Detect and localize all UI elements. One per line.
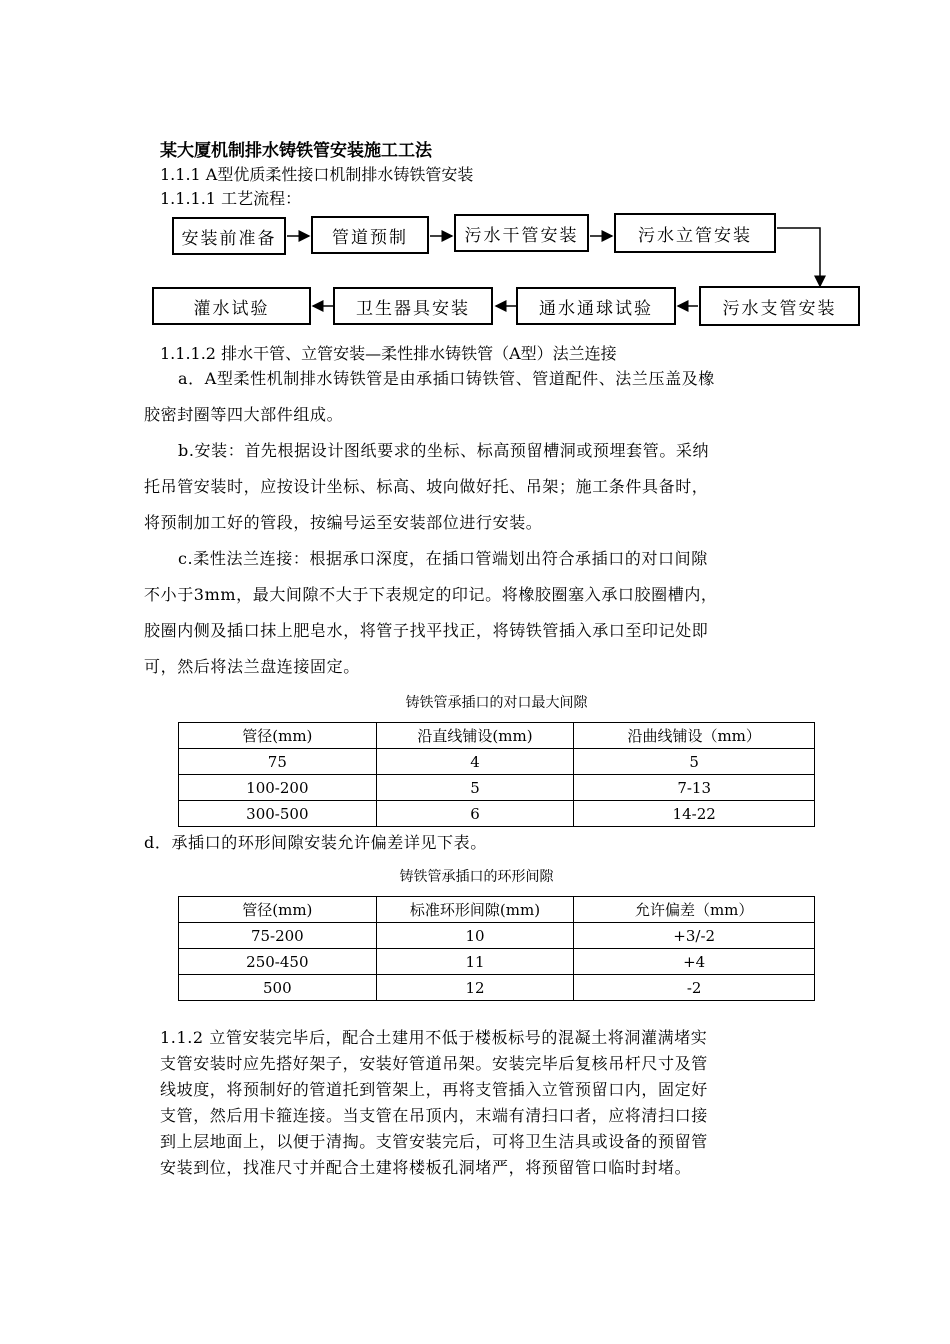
final-line-2: 支管安装时应先搭好架子，安装好管道吊架。安装完毕后复核吊杆尺寸及管 [160, 1054, 708, 1073]
final-line-1: 1.1.2 立管安装完毕后，配合土建用不低于楼板标号的混凝土将洞灌满堵实 [160, 1028, 708, 1047]
heading-1-1-1-2: 1.1.1.2 排水干管、立管安装—柔性排水铸铁管（A型）法兰连接 [160, 344, 617, 363]
table-2-caption: 铸铁管承插口的环形间隙 [399, 869, 554, 885]
table-cell: 14-22 [574, 801, 815, 827]
flow-step-main-pipe: 污水干管安装 [454, 214, 589, 252]
table-cell: +4 [574, 949, 815, 975]
table-header-cell: 允许偏差（mm） [574, 897, 815, 923]
paragraph-d: d．承插口的环形间隙安装允许偏差详见下表。 [144, 833, 487, 852]
table-header-cell: 管径(mm) [179, 897, 377, 923]
paragraph-c-line-2: 不小于3mm，最大间隙不大于下表规定的印记。将橡胶圈塞入承口胶圈槽内， [144, 585, 718, 604]
table-row [179, 975, 815, 1001]
table-row [179, 949, 815, 975]
table-header-cell: 标准环形间隙(mm) [376, 897, 574, 923]
final-line-6: 安装到位，找准尺寸并配合土建将楼板孔洞堵严，将预留管口临时封堵。 [160, 1158, 692, 1177]
paragraph-b-line-2: 托吊管安装时，应按设计坐标、标高、坡向做好托、吊架；施工条件具备时， [144, 477, 709, 496]
table-row [179, 801, 815, 827]
table-cell: 10 [376, 923, 574, 949]
table-row [179, 749, 815, 775]
table-header-row [179, 897, 815, 923]
annular-gap-table [178, 896, 815, 1001]
paragraph-c-line-4: 可，然后将法兰盘连接固定。 [144, 657, 360, 676]
final-line-5: 到上层地面上，以便于清掏。支管安装完后，可将卫生洁具或设备的预留管 [160, 1132, 708, 1151]
final-line-3: 线坡度，将预制好的管道托到管架上，再将支管插入立管预留口内，固定好 [160, 1080, 708, 1099]
table-cell: 6 [376, 801, 574, 827]
flow-step-riser: 污水立管安装 [614, 213, 776, 253]
table-header-cell: 沿直线铺设(mm) [376, 723, 574, 749]
table-cell: 12 [376, 975, 574, 1001]
table-cell: -2 [574, 975, 815, 1001]
table-cell: 100-200 [179, 775, 377, 801]
paragraph-c-line-1: c.柔性法兰连接：根据承口深度，在插口管端划出符合承插口的对口间隙 [178, 549, 708, 568]
table-cell: 5 [376, 775, 574, 801]
final-line-4: 支管，然后用卡箍连接。当支管在吊顶内，末端有清扫口者，应将清扫口接 [160, 1106, 708, 1125]
gap-table [178, 722, 815, 827]
paragraph-b-line-3: 将预制加工好的管段，按编号运至安装部位进行安装。 [144, 513, 543, 532]
document-title: 某大厦机制排水铸铁管安装施工工法 [160, 141, 432, 161]
table-cell: 300-500 [179, 801, 377, 827]
table-cell: 500 [179, 975, 377, 1001]
paragraph-a-line-1: a．A型柔性机制排水铸铁管是由承插口铸铁管、管道配件、法兰压盖及橡 [178, 369, 715, 388]
table-row [179, 923, 815, 949]
paragraph-b-line-1: b.安装：首先根据设计图纸要求的坐标、标高预留槽洞或预埋套管。采纳 [178, 441, 710, 460]
flow-step-water-fill-test: 灌水试验 [152, 287, 311, 325]
paragraph-c-line-3: 胶圈内侧及插口抹上肥皂水，将管子找平找正，将铸铁管插入承口至印记处即 [144, 621, 709, 640]
table-header-cell: 管径(mm) [179, 723, 377, 749]
table-cell: +3/-2 [574, 923, 815, 949]
heading-1-1-1: 1.1.1 A型优质柔性接口机制排水铸铁管安装 [160, 165, 474, 184]
table-cell: 7-13 [574, 775, 815, 801]
table-cell: 250-450 [179, 949, 377, 975]
table-cell: 75-200 [179, 923, 377, 949]
paragraph-a-line-2: 胶密封圈等四大部件组成。 [144, 405, 344, 424]
table-row [179, 775, 815, 801]
table-header-row [179, 723, 815, 749]
table-1-caption: 铸铁管承插口的对口最大间隙 [405, 695, 588, 711]
flow-step-ball-test: 通水通球试验 [516, 287, 676, 325]
flow-step-prep: 安装前准备 [172, 217, 286, 255]
table-cell: 75 [179, 749, 377, 775]
arrow-4 [777, 228, 820, 286]
heading-1-1-1-1: 1.1.1.1 工艺流程： [160, 189, 302, 208]
table-cell: 4 [376, 749, 574, 775]
flow-step-branch: 污水支管安装 [699, 286, 860, 326]
flow-step-fixtures: 卫生器具安装 [333, 287, 493, 325]
flow-step-prefab: 管道预制 [311, 216, 429, 254]
table-cell: 11 [376, 949, 574, 975]
table-header-cell: 沿曲线铺设（mm） [574, 723, 815, 749]
table-cell: 5 [574, 749, 815, 775]
